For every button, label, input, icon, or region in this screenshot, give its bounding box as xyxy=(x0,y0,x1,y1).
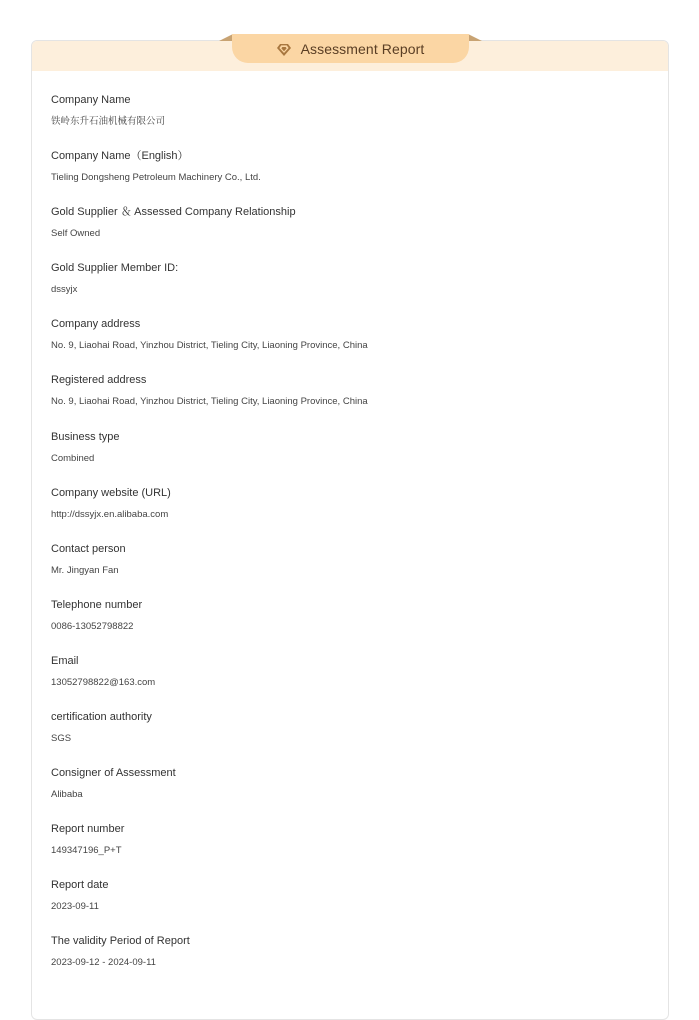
field-value: Self Owned xyxy=(51,228,101,240)
field-label: certification authority xyxy=(51,711,152,724)
field-label: Company Name（English） xyxy=(51,150,189,163)
field-label: Gold Supplier ＆ Assessed Company Relationship xyxy=(51,206,296,219)
report-fields xyxy=(51,94,651,992)
header-tab-wing-left xyxy=(219,34,233,41)
field-business-type xyxy=(51,431,651,487)
field-company-name-english xyxy=(51,150,651,206)
field-label: Report number xyxy=(51,823,125,836)
page-title: Assessment Report xyxy=(300,40,425,57)
field-label: The validity Period of Report xyxy=(51,935,190,948)
field-value: Alibaba xyxy=(51,789,83,801)
field-value: SGS xyxy=(51,733,72,745)
field-value: No. 9, Liaohai Road, Yinzhou District, Tieling City, Liaoning Province, China xyxy=(51,396,368,408)
field-company-website xyxy=(51,487,651,543)
field-company-name xyxy=(51,94,651,150)
field-value: http://dssyjx.en.alibaba.com xyxy=(51,508,169,520)
field-registered-address xyxy=(51,374,651,430)
field-contact-person xyxy=(51,543,651,599)
field-email xyxy=(51,655,651,711)
field-value: Mr. Jingyan Fan xyxy=(51,564,119,576)
field-value: 149347196_P+T xyxy=(51,845,122,857)
field-value: 0086-13052798822 xyxy=(51,620,134,632)
field-label: Telephone number xyxy=(51,598,143,611)
field-label: Business type xyxy=(51,430,120,443)
field-value: 2023-09-12 - 2024-09-11 xyxy=(51,957,156,969)
field-report-number xyxy=(51,823,651,879)
field-label: Consigner of Assessment xyxy=(51,767,176,780)
header-tab-wing-right xyxy=(468,34,482,41)
field-company-address xyxy=(51,318,651,374)
field-relationship xyxy=(51,206,651,262)
field-value: No. 9, Liaohai Road, Yinzhou District, Tieling City, Liaoning Province, China xyxy=(51,340,368,352)
header-tab xyxy=(232,34,469,63)
field-value: 2023-09-11 xyxy=(51,901,99,913)
field-label: Gold Supplier Member ID: xyxy=(51,262,179,275)
field-member-id xyxy=(51,262,651,318)
field-certification-authority xyxy=(51,711,651,767)
field-label: Contact person xyxy=(51,542,126,555)
field-validity-period xyxy=(51,935,651,991)
diamond-icon xyxy=(277,43,291,55)
field-consigner xyxy=(51,767,651,823)
field-report-date xyxy=(51,879,651,935)
field-value: dssyjx xyxy=(51,284,78,296)
field-value: 铁岭东升石油机械有限公司 xyxy=(51,116,166,127)
field-value: Combined xyxy=(51,452,95,464)
field-label: Company website (URL) xyxy=(51,486,171,499)
field-label: Company address xyxy=(51,318,141,331)
field-label: Email xyxy=(51,654,79,667)
field-value: Tieling Dongsheng Petroleum Machinery Co., Ltd. xyxy=(51,172,261,184)
field-telephone-number xyxy=(51,599,651,655)
field-label: Company Name xyxy=(51,94,131,106)
field-label: Report date xyxy=(51,879,109,892)
field-label: Registered address xyxy=(51,374,147,387)
field-value: 13052798822@163.com xyxy=(51,676,156,688)
